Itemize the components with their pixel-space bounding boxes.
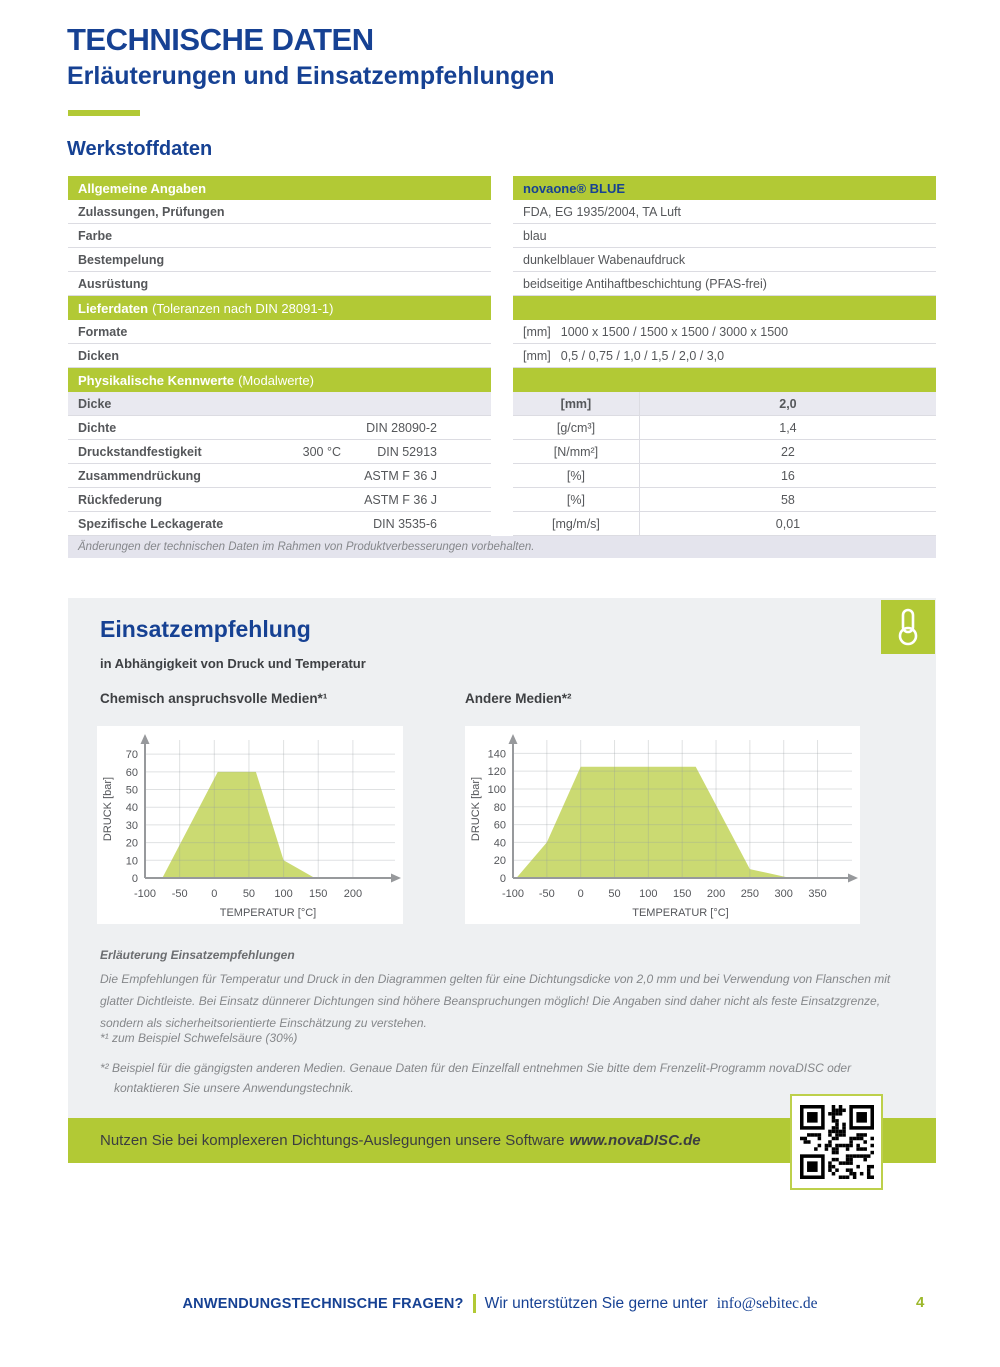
table-row (513, 224, 936, 248)
svg-text:250: 250 (740, 888, 760, 900)
row-condition: 300 °C (302, 444, 341, 459)
svg-text:350: 350 (808, 888, 827, 900)
svg-text:140: 140 (487, 748, 506, 761)
row-label: Farbe (78, 228, 113, 243)
table-row (513, 488, 936, 512)
page-subtitle: Erläuterungen und Einsatzempfehlungen (67, 62, 555, 90)
explanation-block (100, 948, 908, 1034)
svg-text:20: 20 (125, 837, 138, 850)
table-row (513, 440, 936, 464)
section-header-title: Physikalische Kennwerte (78, 372, 235, 388)
table-row (68, 320, 491, 344)
row-value: 0,01 (775, 516, 801, 531)
svg-text:-50: -50 (171, 888, 188, 900)
table-section-header (68, 368, 491, 392)
svg-text:10: 10 (125, 855, 138, 868)
table-row (68, 440, 491, 464)
row-label: Ausrüstung (78, 276, 149, 291)
table-row (513, 416, 936, 440)
table-row (68, 464, 491, 488)
novadisc-link[interactable]: www.novaDISC.de (569, 1132, 701, 1149)
material-table-right (513, 176, 936, 536)
section-header-title: Lieferdaten (78, 300, 149, 316)
table-section-header (513, 176, 936, 200)
chart-title-other-media: Andere Medien*² (465, 691, 572, 706)
page-title: TECHNISCHE DATEN (67, 22, 374, 57)
svg-text:300: 300 (774, 888, 793, 900)
chart-other-media (465, 726, 860, 924)
table-row (513, 320, 936, 344)
svg-text:TEMPERATUR [°C]: TEMPERATUR [°C] (632, 907, 729, 919)
recommendation-title: Einsatzempfehlung (100, 616, 311, 642)
svg-text:0: 0 (577, 888, 584, 900)
row-label: Dicken (78, 348, 119, 363)
table-row (513, 512, 936, 536)
table-row (68, 512, 491, 536)
row-label: Druckstandfestigkeit (78, 444, 202, 459)
svg-text:30: 30 (125, 819, 138, 832)
svg-text:40: 40 (493, 837, 506, 850)
row-label: Rückfederung (78, 492, 163, 507)
row-unit: [N/mm²] (513, 440, 640, 463)
svg-text:20: 20 (493, 855, 506, 868)
footnote-1: *¹ zum Beispiel Schwefelsäure (30%) (100, 1031, 298, 1045)
row-unit: [mg/m/s] (513, 512, 640, 535)
svg-text:50: 50 (242, 888, 256, 900)
row-unit: [%] (513, 488, 640, 511)
banner-text: Nutzen Sie bei komplexeren Dichtungs-Auslegungen unsere Software (100, 1132, 565, 1149)
recommendation-subtitle: in Abhängigkeit von Druck und Temperatur (100, 656, 366, 671)
svg-text:70: 70 (125, 749, 138, 762)
table-section-header (68, 296, 491, 320)
row-unit: [mm] (523, 348, 551, 363)
support-email-link[interactable]: info@sebitec.de (716, 1294, 818, 1312)
table-row (513, 392, 936, 416)
svg-text:80: 80 (493, 801, 506, 814)
svg-text:-100: -100 (133, 888, 157, 900)
svg-text:100: 100 (274, 888, 293, 900)
row-standard: DIN 28090-2 (366, 420, 437, 435)
svg-text:-50: -50 (538, 888, 555, 900)
row-value: 0,5 / 0,75 / 1,0 / 1,5 / 2,0 / 3,0 (560, 348, 725, 363)
footer-question: ANWENDUNGSTECHNISCHE FRAGEN? (182, 1295, 464, 1312)
svg-text:40: 40 (125, 802, 138, 815)
footer-separator (473, 1294, 476, 1313)
table-row (68, 248, 491, 272)
svg-text:-100: -100 (501, 888, 525, 900)
svg-text:0: 0 (499, 873, 506, 885)
explanation-title: Erläuterung Einsatzempfehlungen (100, 948, 295, 962)
table-row (513, 464, 936, 488)
svg-text:150: 150 (673, 888, 692, 900)
svg-text:200: 200 (343, 888, 363, 900)
svg-text:0: 0 (211, 888, 218, 900)
row-value: 1000 x 1500 / 1500 x 1500 / 3000 x 1500 (560, 324, 789, 339)
row-standard: ASTM F 36 J (364, 492, 437, 507)
explanation-body: Die Empfehlungen für Temperatur und Druck in den Diagrammen gelten für eine Dichtungsdicke von 2,0 mm und bei Verwendung von Flanschen mit glatter Dichtleiste. Bei Einsatz dünnerer Dichtungen sind höhere Beanspruchungen möglich! Die Angaben sind daher nicht als feste Einsatzgrenze, sondern als sicherheitsorientierte Einschätzung zu verstehen. (100, 972, 891, 1030)
table-row (513, 344, 936, 368)
section-header-note: (Modalwerte) (238, 372, 314, 388)
row-value: 22 (780, 444, 795, 459)
table-row (513, 248, 936, 272)
row-unit: [mm] (513, 392, 640, 415)
recommendation-section (68, 598, 936, 1163)
material-data-tables (68, 176, 936, 536)
section-title-werkstoffdaten: Werkstoffdaten (67, 138, 213, 160)
svg-text:DRUCK [bar]: DRUCK [bar] (470, 776, 482, 842)
table-section-header (513, 368, 936, 392)
svg-text:200: 200 (706, 888, 726, 900)
green-rule (68, 110, 140, 116)
svg-text:DRUCK [bar]: DRUCK [bar] (102, 776, 114, 842)
row-value: blau (523, 228, 547, 243)
row-standard: DIN 3535-6 (373, 516, 437, 531)
table-section-header (513, 296, 936, 320)
table-section-header (68, 176, 491, 200)
row-value: 2,0 (779, 396, 797, 411)
footer-support-text: Wir unterstützen Sie gerne unter (484, 1294, 708, 1312)
row-value: beidseitige Antihaftbeschichtung (PFAS-frei) (523, 276, 767, 291)
thermometer-icon (881, 600, 935, 654)
footnote-2: *² Beispiel für die gängigsten anderen Medien. Genaue Daten für den Einzelfall entnehmen Sie bitte dem Frenzelit-Programm novaDISC oder kontaktieren Sie unsere Anwendungstechnik. (100, 1061, 852, 1096)
svg-text:120: 120 (487, 766, 506, 779)
section-header-note: (Toleranzen nach DIN 28091-1) (152, 300, 334, 316)
svg-text:60: 60 (493, 819, 506, 832)
row-unit: [%] (513, 464, 640, 487)
svg-text:150: 150 (309, 888, 328, 900)
table-row (68, 224, 491, 248)
row-standard: DIN 52913 (377, 444, 437, 459)
row-label: Bestempelung (78, 252, 165, 267)
row-label: Spezifische Leckagerate (78, 516, 224, 531)
svg-text:100: 100 (487, 783, 506, 796)
row-label: Formate (78, 324, 128, 339)
table-row (68, 200, 491, 224)
table-row (513, 200, 936, 224)
row-standard: ASTM F 36 J (364, 468, 437, 483)
table-row (513, 272, 936, 296)
row-label: Dicke (78, 396, 112, 411)
section-header-title: novaone® BLUE (523, 180, 626, 196)
row-value: FDA, EG 1935/2004, TA Luft (523, 204, 681, 219)
chart-title-chemical-media: Chemisch anspruchsvolle Medien*¹ (100, 691, 328, 706)
material-table-left (68, 176, 491, 536)
svg-text:50: 50 (125, 784, 138, 797)
table-row (68, 488, 491, 512)
row-value: 58 (780, 492, 795, 507)
chart-chemical-media (97, 726, 403, 924)
page-number: 4 (916, 1294, 925, 1311)
table-row (68, 416, 491, 440)
row-value: dunkelblauer Wabenaufdruck (523, 252, 686, 267)
row-value: 16 (780, 468, 795, 483)
table-row (68, 272, 491, 296)
section-header-title: Allgemeine Angaben (78, 180, 207, 196)
row-value: 1,4 (779, 420, 797, 435)
svg-text:TEMPERATUR [°C]: TEMPERATUR [°C] (219, 907, 317, 919)
row-label: Zulassungen, Prüfungen (78, 204, 225, 219)
row-unit: [g/cm³] (513, 416, 640, 439)
row-label: Dichte (78, 420, 117, 435)
svg-text:50: 50 (608, 888, 621, 900)
table-row (68, 344, 491, 368)
qr-code (790, 1094, 883, 1190)
svg-text:60: 60 (125, 766, 138, 779)
row-label: Zusammendrückung (78, 468, 201, 483)
svg-text:0: 0 (131, 873, 138, 885)
footer (0, 1294, 1000, 1313)
table-footnote: Änderungen der technischen Daten im Rahmen von Produktverbesserungen vorbehalten. (68, 536, 936, 558)
svg-text:100: 100 (639, 888, 658, 900)
table-row (68, 392, 491, 416)
row-unit: [mm] (523, 324, 551, 339)
